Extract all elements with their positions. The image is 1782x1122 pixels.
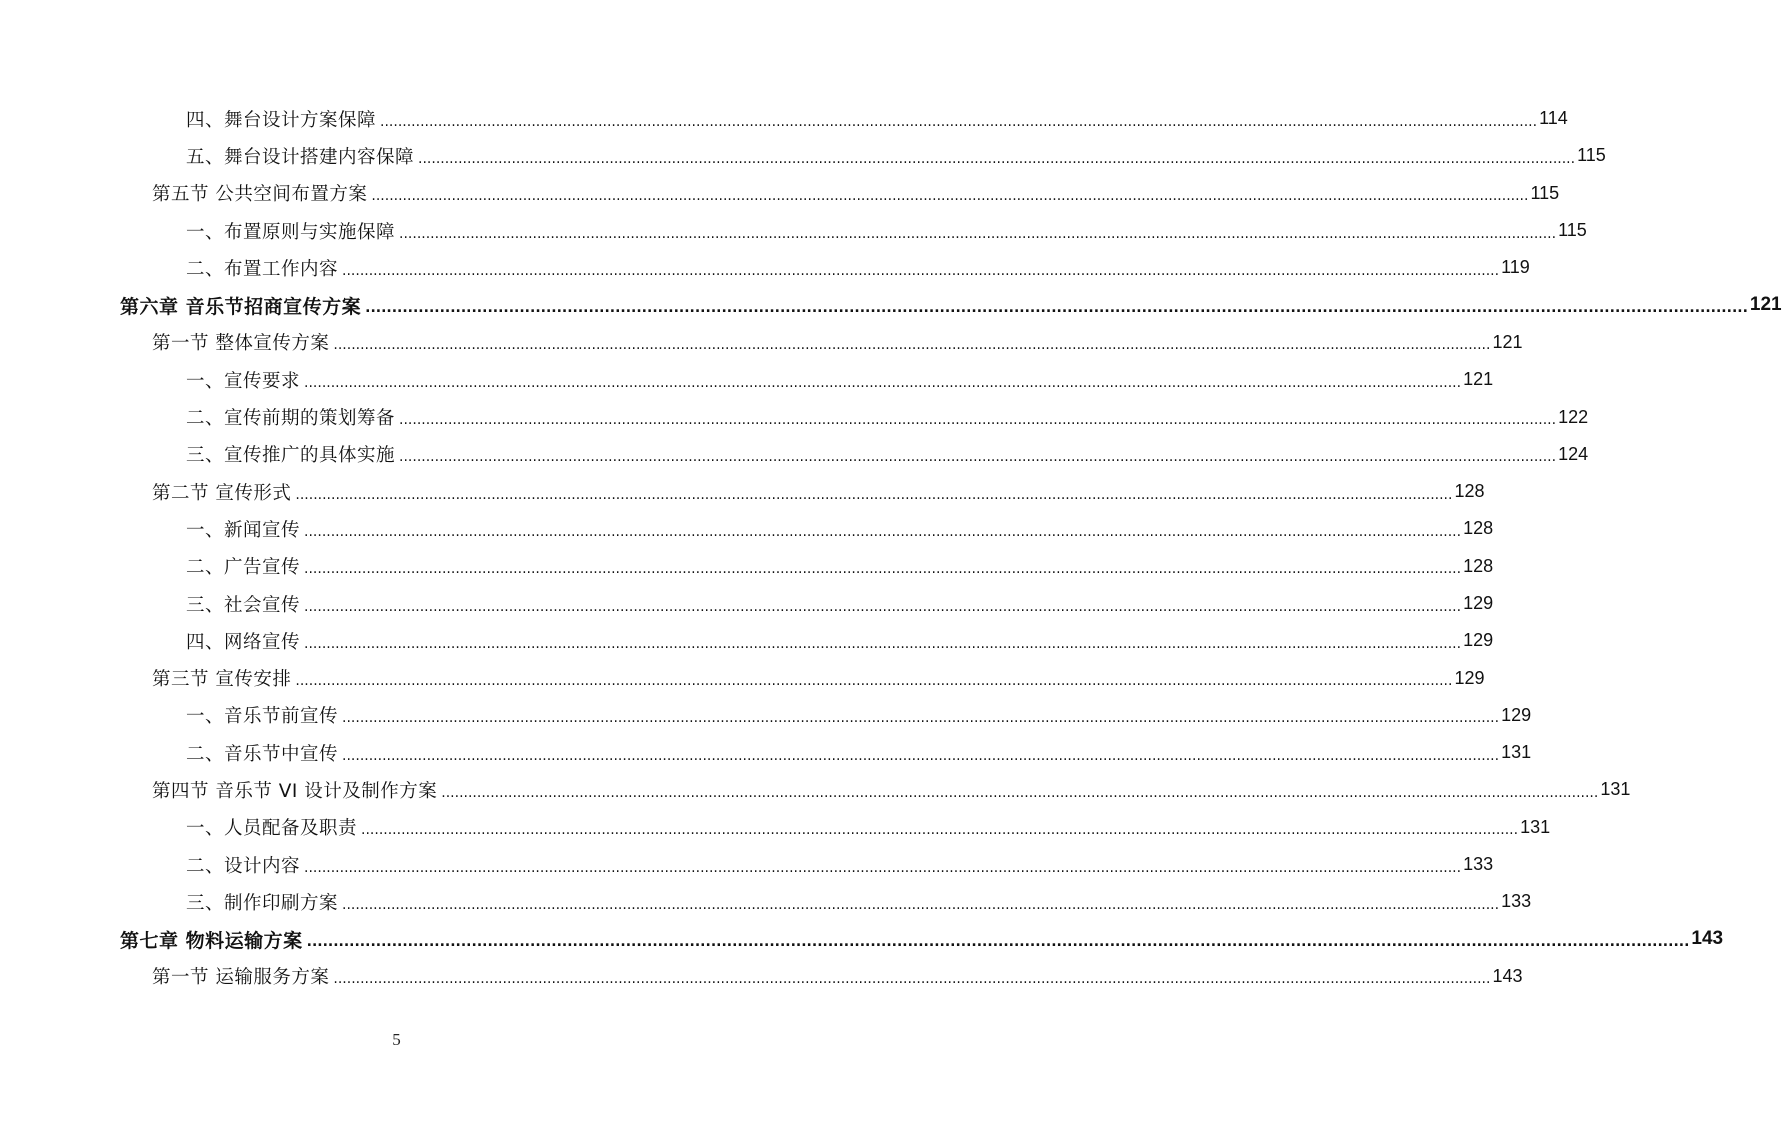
toc-dot-leader: ....................................................................................................................................................................................................................................................................: [380, 113, 1538, 130]
toc-entry-title: 二、广告宣传: [186, 557, 301, 579]
toc-entry-item[interactable]: [0, 137, 1606, 174]
toc-entry-item[interactable]: [0, 398, 1589, 435]
toc-entry-section[interactable]: [0, 659, 1485, 696]
toc-entry-page-number: 128: [1463, 518, 1494, 539]
toc-entry-page-number: 115: [1558, 220, 1587, 241]
toc-entry-page-number: 131: [1600, 779, 1631, 800]
toc-entry-page-number: 121: [1749, 294, 1782, 316]
toc-entry-title: 一、人员配备及职责: [186, 818, 358, 840]
toc-entry-item[interactable]: [0, 436, 1589, 473]
toc-entry-title: 二、宣传前期的策划筹备: [186, 408, 396, 430]
toc-entry-page-number: 129: [1454, 667, 1485, 688]
toc-dot-leader: ....................................................................................................................................................................................................................................................................: [418, 150, 1576, 167]
toc-entry-page-number: 115: [1530, 182, 1560, 203]
table-of-contents: [0, 100, 1782, 995]
toc-dot-leader: ....................................................................................................................................................................................................................................................................: [342, 896, 1500, 913]
toc-dot-leader: ....................................................................................................................................................................................................................................................................: [306, 934, 1690, 951]
toc-entry-chapter[interactable]: [0, 286, 1782, 323]
toc-entry-section[interactable]: [0, 324, 1523, 361]
toc-dot-leader: ....................................................................................................................................................................................................................................................................: [342, 710, 1500, 727]
toc-entry-title: 第三节 宣传安排: [152, 669, 292, 691]
toc-dot-leader: ....................................................................................................................................................................................................................................................................: [371, 188, 1529, 205]
toc-entry-page-number: 129: [1463, 593, 1494, 613]
toc-entry-title: 三、制作印刷方案: [186, 892, 339, 914]
toc-entry-page-number: 128: [1454, 481, 1485, 502]
toc-dot-leader: ....................................................................................................................................................................................................................................................................: [441, 784, 1599, 801]
toc-dot-leader: ....................................................................................................................................................................................................................................................................: [361, 822, 1519, 839]
page-number: 5: [392, 1030, 401, 1049]
toc-entry-chapter[interactable]: [0, 921, 1724, 958]
toc-entry-item[interactable]: [0, 809, 1551, 846]
toc-entry-title: 第二节 宣传形式: [152, 482, 292, 504]
toc-entry-section[interactable]: [0, 771, 1631, 808]
toc-entry-title: 五、舞台设计搭建内容保障: [186, 146, 415, 168]
toc-entry-title: 第一节 运输服务方案: [152, 967, 330, 989]
toc-entry-page-number: 143: [1492, 965, 1523, 986]
toc-entry-title: 第四节 音乐节 VI 设计及制作方案: [152, 780, 438, 802]
toc-entry-item[interactable]: [0, 846, 1494, 883]
toc-entry-item[interactable]: [0, 548, 1494, 585]
toc-dot-leader: ....................................................................................................................................................................................................................................................................: [333, 971, 1491, 988]
toc-dot-leader: ....................................................................................................................................................................................................................................................................: [342, 262, 1500, 279]
toc-entry-item[interactable]: [0, 734, 1532, 771]
toc-dot-leader: ....................................................................................................................................................................................................................................................................: [365, 300, 1748, 317]
toc-entry-section[interactable]: [0, 175, 1560, 212]
toc-entry-page-number: 129: [1463, 630, 1494, 651]
toc-dot-leader: ....................................................................................................................................................................................................................................................................: [399, 225, 1557, 242]
toc-entry-page-number: 119: [1501, 257, 1530, 278]
toc-dot-leader: ....................................................................................................................................................................................................................................................................: [333, 337, 1491, 354]
toc-entry-title: 一、音乐节前宣传: [186, 706, 339, 728]
toc-entry-page-number: 131: [1501, 742, 1532, 763]
toc-dot-leader: ....................................................................................................................................................................................................................................................................: [304, 523, 1462, 540]
toc-entry-page-number: 114: [1539, 108, 1568, 129]
toc-entry-item[interactable]: [0, 883, 1532, 920]
toc-entry-page-number: 129: [1501, 704, 1532, 725]
toc-entry-section[interactable]: [0, 958, 1523, 995]
toc-entry-item[interactable]: [0, 697, 1532, 734]
toc-entry-title: 第五节 公共空间布置方案: [152, 184, 368, 206]
toc-entry-title: 第六章 音乐节招商宣传方案: [120, 295, 362, 318]
toc-entry-page-number: 121: [1492, 331, 1523, 352]
toc-entry-title: 一、宣传要求: [186, 370, 301, 392]
toc-entry-page-number: 121: [1463, 369, 1494, 390]
toc-dot-leader: ....................................................................................................................................................................................................................................................................: [342, 747, 1500, 764]
toc-entry-item[interactable]: [0, 510, 1494, 547]
toc-entry-page-number: 133: [1463, 854, 1494, 875]
toc-entry-item[interactable]: [0, 249, 1530, 286]
toc-entry-page-number: 124: [1558, 443, 1589, 464]
toc-entry-item[interactable]: [0, 100, 1568, 137]
toc-entry-title: 三、社会宣传: [186, 594, 301, 616]
toc-entry-page-number: 131: [1520, 816, 1551, 837]
toc-entry-title: 二、布置工作内容: [186, 258, 339, 280]
toc-entry-page-number: 122: [1558, 406, 1589, 427]
toc-entry-title: 三、宣传推广的具体实施: [186, 445, 396, 467]
toc-dot-leader: ....................................................................................................................................................................................................................................................................: [295, 486, 1453, 503]
toc-entry-title: 第一节 整体宣传方案: [152, 333, 330, 355]
toc-dot-leader: ....................................................................................................................................................................................................................................................................: [304, 635, 1462, 652]
toc-dot-leader: ....................................................................................................................................................................................................................................................................: [399, 449, 1557, 466]
toc-dot-leader: ....................................................................................................................................................................................................................................................................: [399, 412, 1557, 429]
toc-dot-leader: ....................................................................................................................................................................................................................................................................: [304, 598, 1462, 615]
toc-entry-title: 一、新闻宣传: [186, 519, 301, 541]
toc-entry-page-number: 133: [1501, 891, 1532, 912]
toc-dot-leader: ....................................................................................................................................................................................................................................................................: [304, 374, 1462, 391]
toc-entry-title: 第七章 物料运输方案: [120, 929, 303, 952]
toc-entry-title: 一、布置原则与实施保障: [186, 221, 396, 243]
toc-entry-page-number: 143: [1691, 928, 1724, 950]
toc-dot-leader: ....................................................................................................................................................................................................................................................................: [304, 859, 1462, 876]
toc-entry-section[interactable]: [0, 473, 1485, 510]
toc-entry-title: 四、舞台设计方案保障: [186, 109, 377, 131]
toc-entry-title: 四、网络宣传: [186, 631, 301, 653]
toc-entry-item[interactable]: [0, 361, 1494, 398]
toc-entry-page-number: 115: [1577, 145, 1606, 166]
toc-entry-item[interactable]: [0, 622, 1494, 659]
toc-entry-item[interactable]: [0, 585, 1494, 622]
toc-dot-leader: ....................................................................................................................................................................................................................................................................: [295, 673, 1453, 690]
toc-entry-item[interactable]: [0, 212, 1587, 249]
toc-entry-title: 二、设计内容: [186, 855, 301, 877]
toc-entry-page-number: 128: [1463, 555, 1494, 576]
toc-dot-leader: ....................................................................................................................................................................................................................................................................: [304, 561, 1462, 578]
toc-entry-title: 二、音乐节中宣传: [186, 743, 339, 765]
